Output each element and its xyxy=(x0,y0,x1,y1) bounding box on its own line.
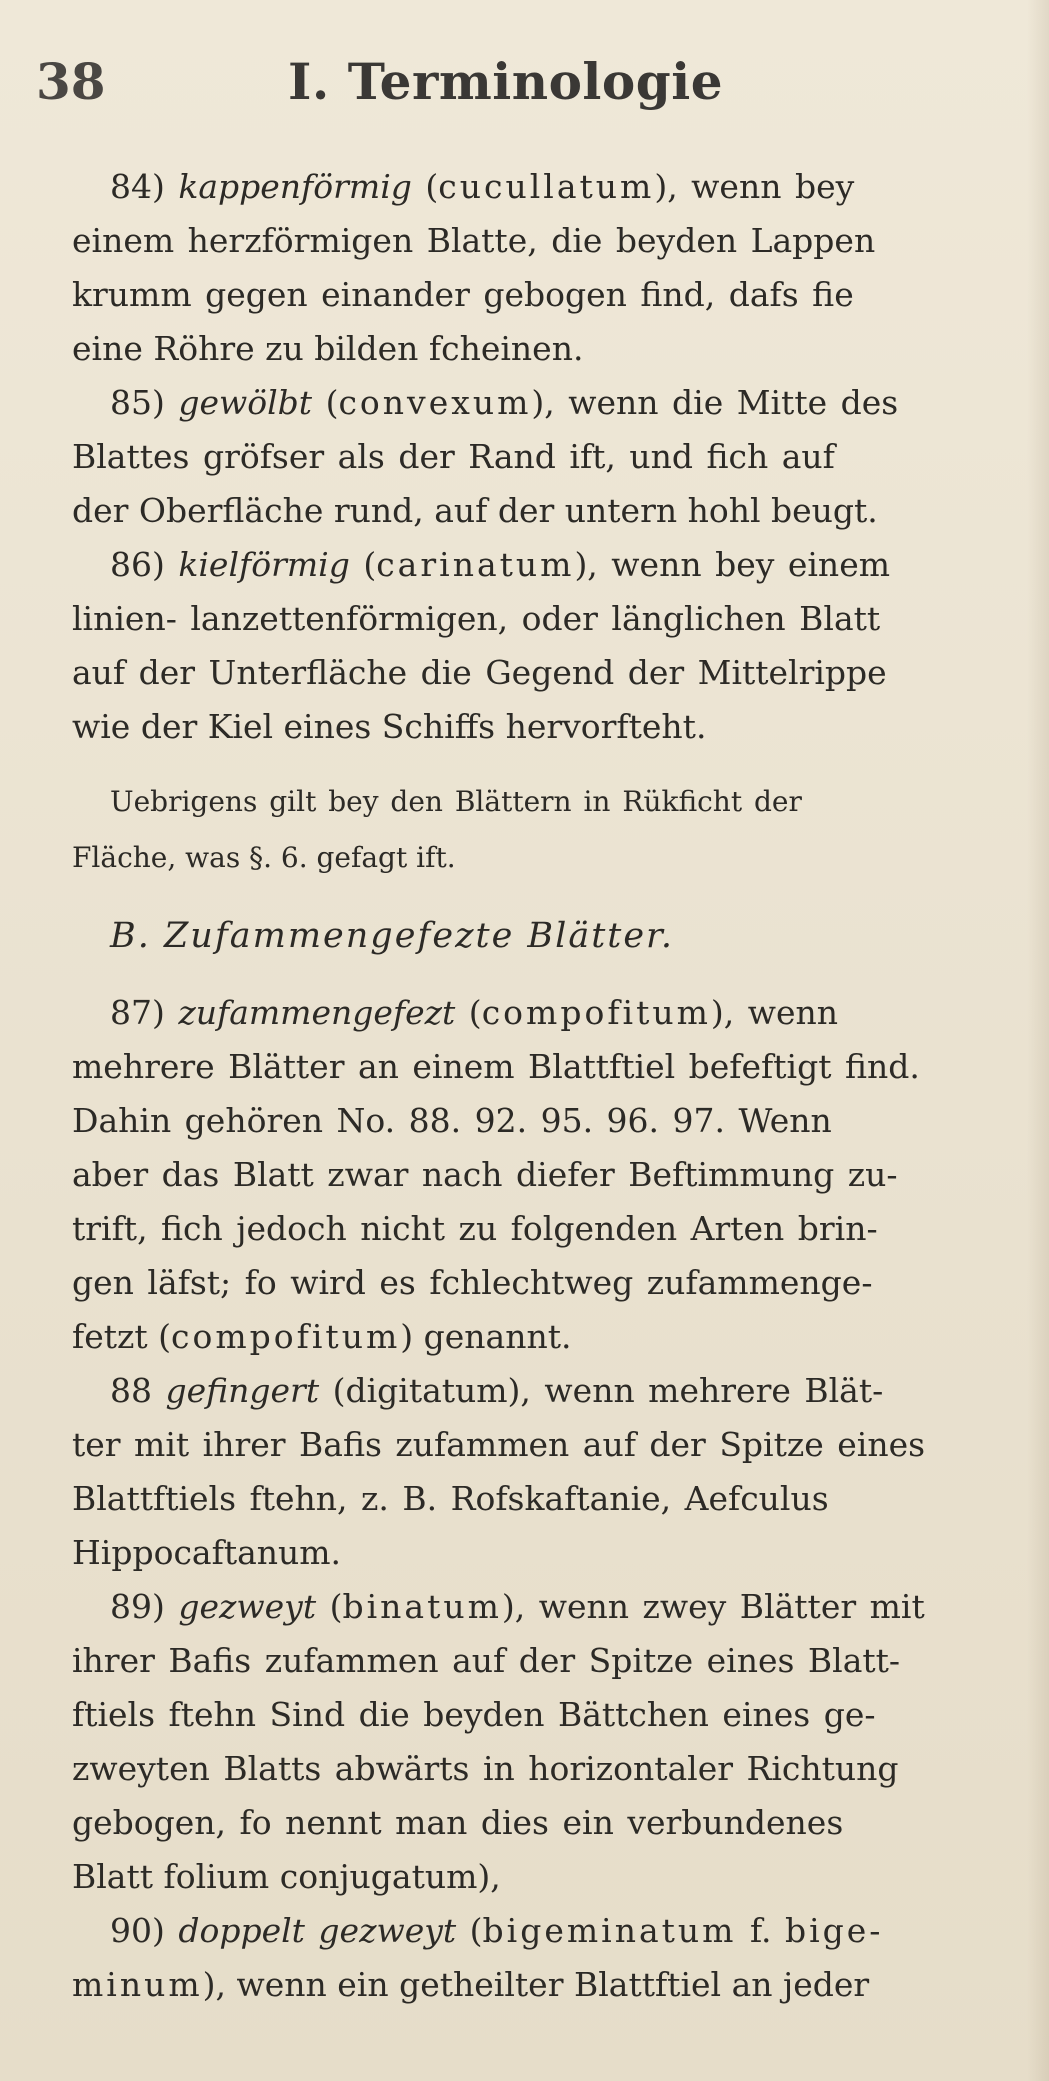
text-run: ( xyxy=(312,383,339,422)
text-run: linien- lanzettenförmigen, oder länglichen Blatt xyxy=(72,599,881,638)
text-run: 88 xyxy=(110,1371,166,1410)
text-run: (digitatum), wenn mehrere Blät- xyxy=(319,1371,884,1410)
text-line xyxy=(72,1688,1002,1742)
text-run: Dahin gehören No. 88. 92. 95. 96. 97. Wenn xyxy=(72,1101,832,1140)
text-run: Blattftiels ftehn, z. B. Rofskaftanie, Aefculus xyxy=(72,1479,829,1518)
text-line xyxy=(72,700,1002,754)
text-run: ), wenn bey xyxy=(654,167,855,206)
text-line xyxy=(72,774,1002,830)
term-italic: gezweyt xyxy=(178,1587,317,1626)
entry-paragraph xyxy=(72,376,1002,538)
text-run: krumm gegen einander gebogen find, dafs fie xyxy=(72,275,854,314)
text-run: ), wenn bey einem xyxy=(574,545,891,584)
entry-paragraph xyxy=(72,538,1002,754)
latin-term: compofitum xyxy=(481,993,711,1032)
term-italic: zufammengefezt xyxy=(178,993,456,1032)
text-line xyxy=(72,1904,1002,1958)
text-line xyxy=(72,1256,1002,1310)
text-run: fetzt ( xyxy=(72,1317,172,1356)
term-italic: doppelt gezweyt xyxy=(178,1911,457,1950)
text-run: eine Röhre zu bilden fcheinen. xyxy=(72,329,584,368)
text-line xyxy=(72,1742,1002,1796)
text-line xyxy=(72,1796,1002,1850)
text-run: 89) xyxy=(110,1587,179,1626)
text-run: ( xyxy=(456,1911,483,1950)
section-heading xyxy=(72,896,1002,986)
latin-term: bige- xyxy=(784,1911,884,1950)
text-run: Blattes gröfser als der Rand ift, und fich auf xyxy=(72,437,835,476)
text-run: ( xyxy=(411,167,439,206)
text-run: Fläche, was §. 6. gefagt ift. xyxy=(72,841,456,874)
text-line xyxy=(72,538,1002,592)
text-line xyxy=(72,1094,1002,1148)
term-italic: kielförmig xyxy=(178,545,350,584)
text-run: 87) xyxy=(110,993,179,1032)
latin-term: cucullatum xyxy=(438,167,655,206)
text-run: gebogen, fo nennt man dies ein verbundenes xyxy=(72,1803,844,1842)
entry-paragraph xyxy=(72,1580,1002,1904)
entry-paragraph xyxy=(72,160,1002,376)
text-run: mehrere Blätter an einem Blattftiel befeftigt find. xyxy=(72,1047,920,1086)
text-run: zweyten Blatts abwärts in horizontaler Richtung xyxy=(72,1749,899,1788)
text-line xyxy=(72,646,1002,700)
page-body xyxy=(72,160,1002,2012)
text-line xyxy=(72,1418,1002,1472)
text-run: aber das Blatt zwar nach diefer Beftimmung zu- xyxy=(72,1155,898,1194)
text-run: Hippocaftanum. xyxy=(72,1533,342,1572)
text-run: ( xyxy=(455,993,482,1032)
text-run: ), wenn zwey Blätter mit xyxy=(501,1587,925,1626)
text-run: 86) xyxy=(110,545,179,584)
text-run: trift, fich jedoch nicht zu folgenden Arten brin- xyxy=(72,1209,878,1248)
text-line xyxy=(72,1310,1002,1364)
text-run: B. Zufammengefezte Blätter. xyxy=(110,916,675,956)
text-run: 85) xyxy=(110,383,179,422)
text-run: einem herzförmigen Blatte, die beyden Lappen xyxy=(72,221,876,260)
text-line xyxy=(72,592,1002,646)
text-line xyxy=(72,1148,1002,1202)
text-run: ), wenn die Mitte des xyxy=(531,383,899,422)
text-run: ), wenn xyxy=(710,993,839,1032)
text-line xyxy=(72,1958,1002,2012)
text-run: ( xyxy=(349,545,377,584)
text-line xyxy=(72,1364,1002,1418)
text-line xyxy=(72,484,1002,538)
text-line xyxy=(72,376,1002,430)
text-run: ihrer Bafis zufammen auf der Spitze eines Blatt- xyxy=(72,1641,901,1680)
text-run: der Oberfläche rund, auf der untern hohl beugt. xyxy=(72,491,878,530)
latin-term: bigeminatum xyxy=(482,1911,737,1950)
text-run: ter mit ihrer Bafis zufammen auf der Spitze eines xyxy=(72,1425,926,1464)
latin-term: carinatum xyxy=(376,545,575,584)
text-run: 90) xyxy=(110,1911,179,1950)
text-line xyxy=(72,160,1002,214)
term-italic: gewölbt xyxy=(178,383,313,422)
page-number: 38 xyxy=(36,52,106,111)
text-line xyxy=(72,1850,1002,1904)
latin-term: compofitum xyxy=(171,1317,401,1356)
text-line xyxy=(72,1202,1002,1256)
text-run: ), wenn ein getheilter Blattftiel an jeder xyxy=(202,1965,870,2004)
chapter-title: I. Terminologie xyxy=(288,52,724,111)
entry-paragraph xyxy=(72,1904,1002,2012)
text-line xyxy=(72,1040,1002,1094)
text-line xyxy=(72,896,1002,976)
text-run: Uebrigens gilt bey den Blättern in Rükficht der xyxy=(110,785,802,818)
text-run: ) genannt. xyxy=(400,1317,572,1356)
text-run: ftiels ftehn Sind die beyden Bättchen eines ge- xyxy=(72,1695,876,1734)
text-run: auf der Unterfläche die Gegend der Mittelrippe xyxy=(72,653,887,692)
term-italic: kappenförmig xyxy=(178,167,412,206)
text-line xyxy=(72,1634,1002,1688)
entry-paragraph xyxy=(72,1364,1002,1580)
text-line xyxy=(72,1526,1002,1580)
footnote-paragraph xyxy=(72,754,1002,896)
text-run: 84) xyxy=(110,167,179,206)
term-italic: gefingert xyxy=(165,1371,320,1410)
latin-term: convexum xyxy=(338,383,532,422)
entry-paragraph xyxy=(72,986,1002,1364)
text-run: wie der Kiel eines Schiffs hervorfteht. xyxy=(72,707,707,746)
page-header xyxy=(0,52,1049,122)
latin-term: binatum xyxy=(342,1587,502,1626)
latin-term: minum xyxy=(72,1965,203,2004)
text-line xyxy=(72,1472,1002,1526)
text-run: Blatt folium conjugatum), xyxy=(72,1857,501,1896)
text-line xyxy=(72,268,1002,322)
text-run: gen läfst; fo wird es fchlechtweg zufammenge- xyxy=(72,1263,873,1302)
text-line xyxy=(72,830,1002,886)
text-line xyxy=(72,430,1002,484)
text-line xyxy=(72,214,1002,268)
text-line xyxy=(72,986,1002,1040)
text-line xyxy=(72,322,1002,376)
text-run: f. xyxy=(736,1911,785,1950)
text-line xyxy=(72,1580,1002,1634)
text-run: ( xyxy=(316,1587,343,1626)
